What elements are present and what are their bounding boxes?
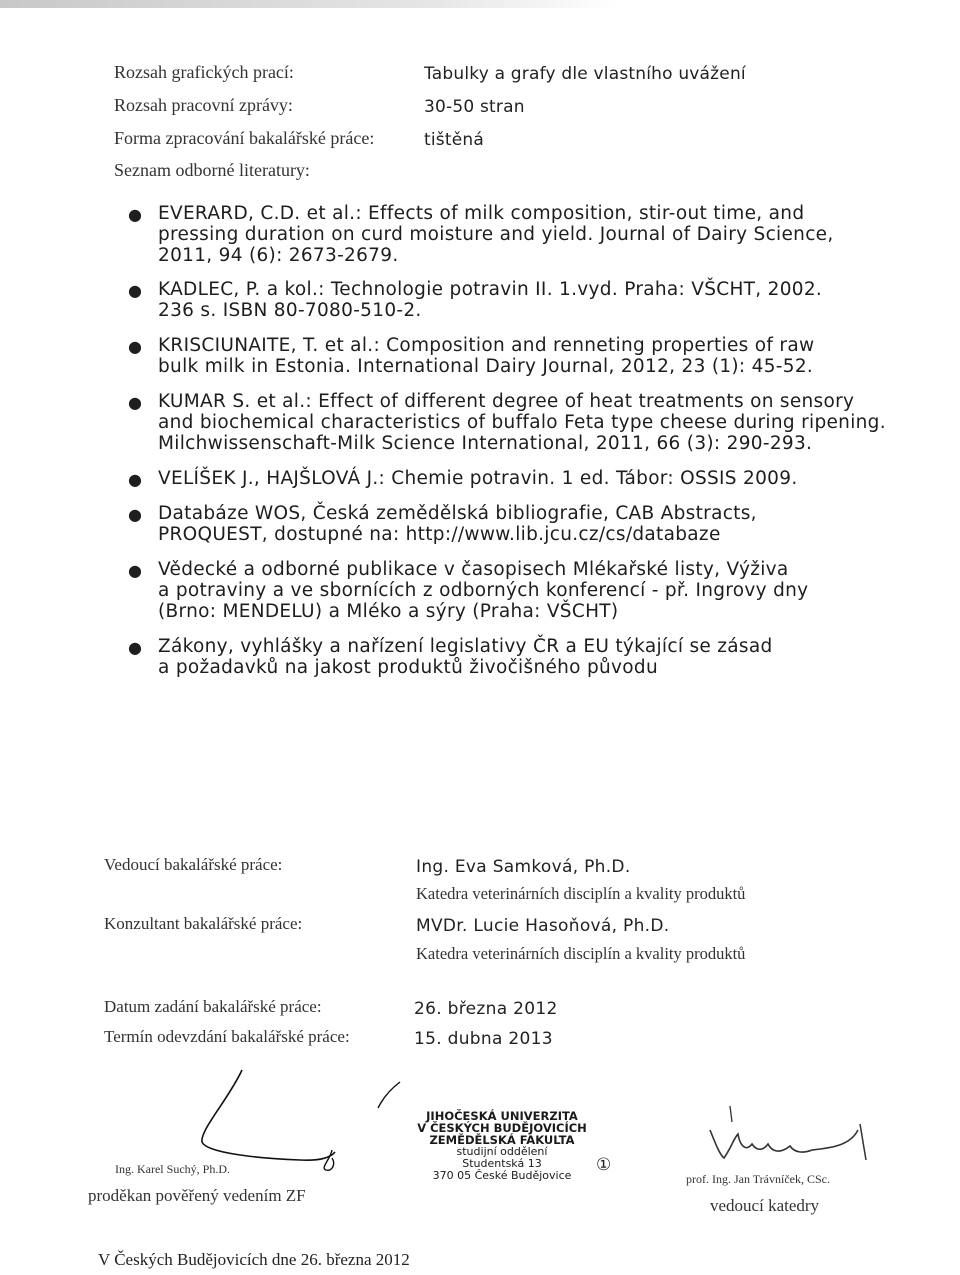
right-signature-scribble (690, 1100, 880, 1170)
thesis-form-value: tištěná (424, 130, 484, 150)
bullet-icon: ● (128, 281, 143, 300)
scan-top-edge (0, 0, 620, 8)
bib-item: ● Zákony, vyhlášky a nařízení legislativy ČR a EU týkající se zásad a požadavků na jakost produktů živočišného původu (128, 636, 773, 678)
right-signatory-role: vedoucí katedry (710, 1196, 820, 1215)
bullet-icon: ● (128, 470, 143, 489)
graphics-scope-value: Tabulky a grafy dle vlastního uvážení (424, 64, 746, 84)
bib-item: ● VELÍŠEK J., HAJŠLOVÁ J.: Chemie potravin. 1 ed. Tábor: OSSIS 2009. (128, 468, 798, 489)
bullet-icon: ● (128, 505, 143, 524)
consultant-name: MVDr. Lucie Hasoňová, Ph.D. (416, 916, 670, 936)
consultant-dept: Katedra veterinárních disciplín a kvality produktů (416, 944, 746, 963)
bib-item: ● KRISCIUNAITE, T. et al.: Composition and renneting properties of raw bulk milk in Estonia. International Dairy Journal, 2012, 23 (1): 45-52. (128, 335, 815, 377)
bullet-icon: ● (128, 337, 143, 356)
bib-item: ● KUMAR S. et al.: Effect of different degree of heat treatments on sensory and biochemical characteristics of buffalo Feta type cheese during ripening. Milchwissenschaft-Milk Science International, 2011, 66 (3): 290-293. (128, 391, 886, 454)
left-signatory-role: proděkan pověřený vedením ZF (88, 1186, 306, 1205)
assigned-date-value: 26. března 2012 (414, 999, 558, 1019)
bib-item: ● KADLEC, P. a kol.: Technologie potravin II. 1.vyd. Praha: VŠCHT, 2002. 236 s. ISBN 80-7080-510-2. (128, 279, 823, 321)
place-and-date: V Českých Budějovicích dne 26. března 2012 (98, 1250, 410, 1269)
supervisor-label: Vedoucí bakalářské práce: (104, 855, 283, 874)
left-signatory-name: Ing. Karel Suchý, Ph.D. (115, 1162, 230, 1176)
due-date-label: Termín odevzdání bakalářské práce: (104, 1027, 350, 1046)
bib-item: ● Vědecké a odborné publikace v časopisech Mlékařské listy, Výživa a potraviny a ve sbornících z odborných konferencí - př. Ingrovy dny (Brno: MENDELU) a Mléko a sýry (Praha: VŠCHT) (128, 559, 809, 622)
assigned-date-label: Datum zadání bakalářské práce: (104, 997, 322, 1016)
bullet-icon: ● (128, 205, 143, 224)
bullet-icon: ● (128, 393, 143, 412)
right-signatory-name: prof. Ing. Jan Trávníček, CSc. (686, 1172, 830, 1186)
due-date-value: 15. dubna 2013 (414, 1029, 553, 1049)
thesis-form-label: Forma zpracování bakalářské práce: (114, 128, 375, 148)
consultant-label: Konzultant bakalářské práce: (104, 914, 303, 933)
stamp-number-mark: ① (596, 1155, 612, 1175)
university-stamp: JIHOČESKÁ UNIVERZITA V ČESKÝCH BUDĚJOVICÍCH ZEMĚDĚLSKÁ FAKULTA studijní oddělení Studentská 13 370 05 České Budějovice (417, 1109, 587, 1182)
bibliography-list (128, 203, 886, 678)
supervisor-dept: Katedra veterinárních disciplín a kvality produktů (416, 884, 746, 903)
bullet-icon: ● (128, 561, 143, 580)
bullet-icon: ● (128, 638, 143, 657)
supervisor-name: Ing. Eva Samková, Ph.D. (416, 857, 631, 877)
bib-item: ● EVERARD, C.D. et al.: Effects of milk composition, stir-out time, and pressing duration on curd moisture and yield. Journal of Dairy Science, 2011, 94 (6): 2673-2679. (128, 203, 834, 266)
bib-item: ● Databáze WOS, Česká zemědělská bibliografie, CAB Abstracts, PROQUEST, dostupné na: http://www.lib.jcu.cz/cs/databaze (128, 503, 757, 545)
report-scope-value: 30-50 stran (424, 97, 525, 117)
report-scope-label: Rozsah pracovní zprávy: (114, 95, 293, 115)
literature-label: Seznam odborné literatury: (114, 160, 310, 180)
graphics-scope-label: Rozsah grafických prací: (114, 62, 294, 82)
